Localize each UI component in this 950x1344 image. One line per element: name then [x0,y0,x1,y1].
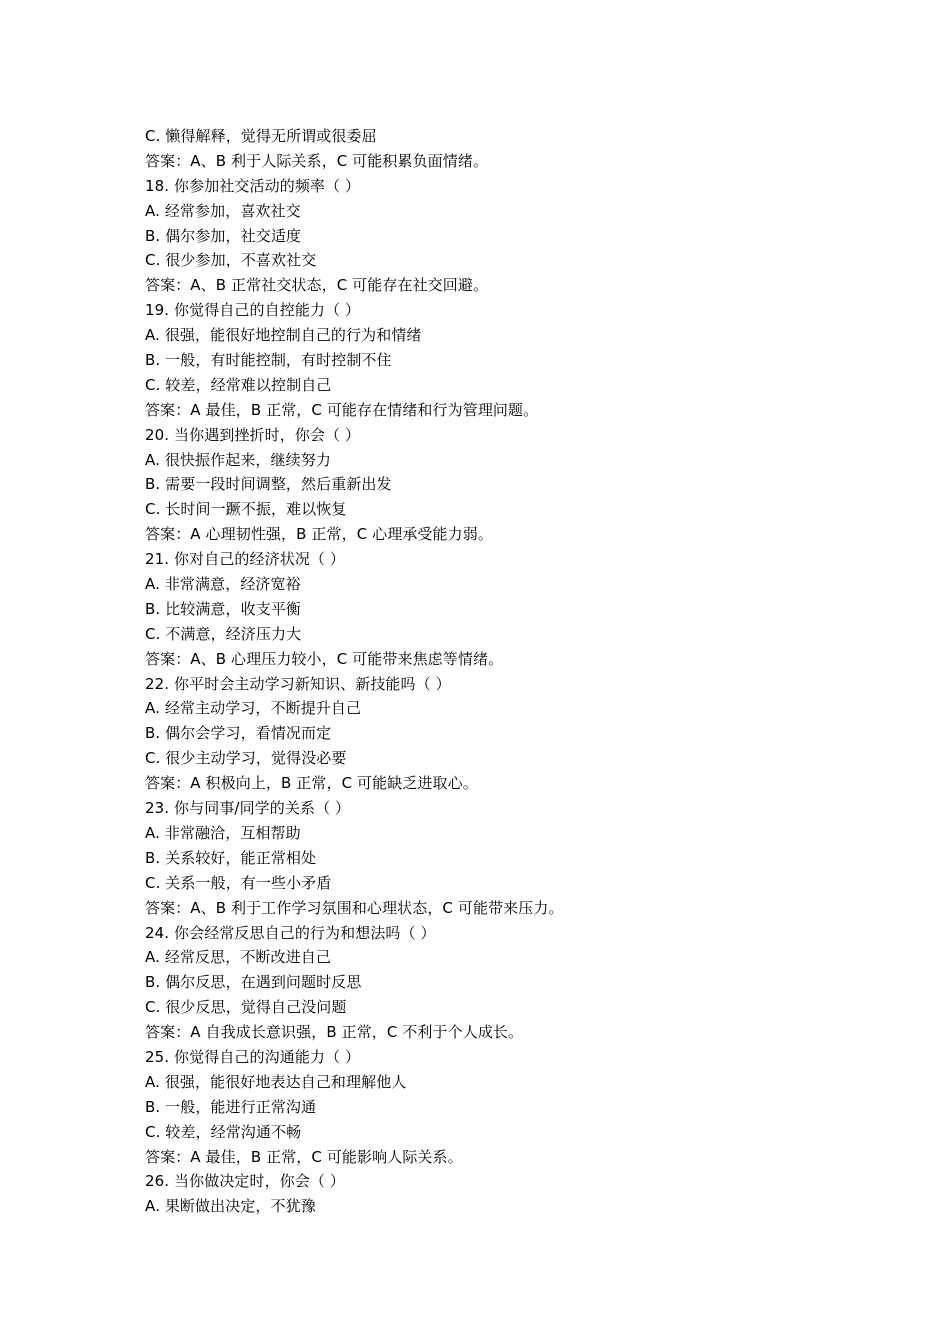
text-line: B. 比较满意，收支平衡 [145,599,302,618]
text-line: C. 懒得解释，觉得无所谓或很委屈 [145,127,377,145]
text-line: 答案：A 积极向上，B 正常，C 可能缺乏进取心。 [145,774,478,793]
text-line: A. 很快振作起来，继续努力 [145,450,331,469]
text-line: 19. 你觉得自己的自控能力（ ） [145,301,361,320]
text-line: 22. 你平时会主动学习新知识、新技能吗（ ） [145,674,451,693]
text-line: B. 偶尔会学习，看情况而定 [145,724,332,743]
text-line: A. 经常主动学习，不断提升自己 [145,699,362,718]
text-line: 24. 你会经常反思自己的行为和想法吗（ ） [145,923,436,942]
text-line: A. 果断做出决定，不犹豫 [145,1197,316,1216]
text-line: 21. 你对自己的经济状况（ ） [145,550,345,569]
text-line: A. 非常融洽，互相帮助 [145,823,301,842]
text-line: 答案：A 最佳，B 正常，C 可能影响人际关系。 [145,1147,463,1166]
text-line: 答案：A 最佳，B 正常，C 可能存在情绪和行为管理问题。 [145,400,539,419]
text-line: C. 很少反思，觉得自己没问题 [145,998,347,1017]
text-line: 25. 你觉得自己的沟通能力（ ） [145,1047,361,1066]
text-line: C. 不满意，经济压力大 [145,624,302,643]
text-line: C. 长时间一蹶不振，难以恢复 [145,500,347,519]
text-line: B. 一般，能进行正常沟通 [145,1097,317,1116]
text-line: C. 较差，经常沟通不畅 [145,1122,302,1141]
text-line: 答案：A 心理韧性强，B 正常，C 心理承受能力弱。 [145,525,493,544]
text-line: C. 很少主动学习，觉得没必要 [145,749,347,768]
document-text-body [145,124,845,1219]
text-line: A. 很强，能很好地表达自己和理解他人 [145,1072,407,1091]
text-line: A. 经常反思，不断改进自己 [145,948,331,967]
text-line: 答案：A、B 利于工作学习氛围和心理状态，C 可能带来压力。 [145,898,564,917]
text-line: A. 非常满意，经济宽裕 [145,575,301,594]
text-line: C. 很少参加，不喜欢社交 [145,251,317,270]
text-line: B. 需要一段时间调整，然后重新出发 [145,475,392,494]
text-line: A. 很强，能很好地控制自己的行为和情绪 [145,326,422,345]
text-line: 23. 你与同事/同学的关系（ ） [145,799,351,818]
text-line: B. 偶尔反思，在遇到问题时反思 [145,973,362,992]
text-line: 18. 你参加社交活动的频率（ ） [145,176,361,195]
text-line: 答案：A 自我成长意识强，B 正常，C 不利于个人成长。 [145,1023,524,1042]
text-line: C. 关系一般，有一些小矛盾 [145,873,332,892]
text-line: 20. 当你遇到挫折时，你会（ ） [145,425,361,444]
text-line: 答案：A、B 利于人际关系，C 可能积累负面情绪。 [145,151,489,170]
text-line: C. 较差，经常难以控制自己 [145,375,332,394]
text-line: B. 一般，有时能控制，有时控制不住 [145,351,392,370]
text-line: B. 偶尔参加，社交适度 [145,226,302,245]
text-line: 答案：A、B 心理压力较小，C 可能带来焦虑等情绪。 [145,649,504,668]
text-line: 26. 当你做决定时，你会（ ） [145,1172,345,1191]
text-line: A. 经常参加，喜欢社交 [145,201,301,220]
text-line: B. 关系较好，能正常相处 [145,848,317,867]
text-line: 答案：A、B 正常社交状态，C 可能存在社交回避。 [145,276,489,295]
